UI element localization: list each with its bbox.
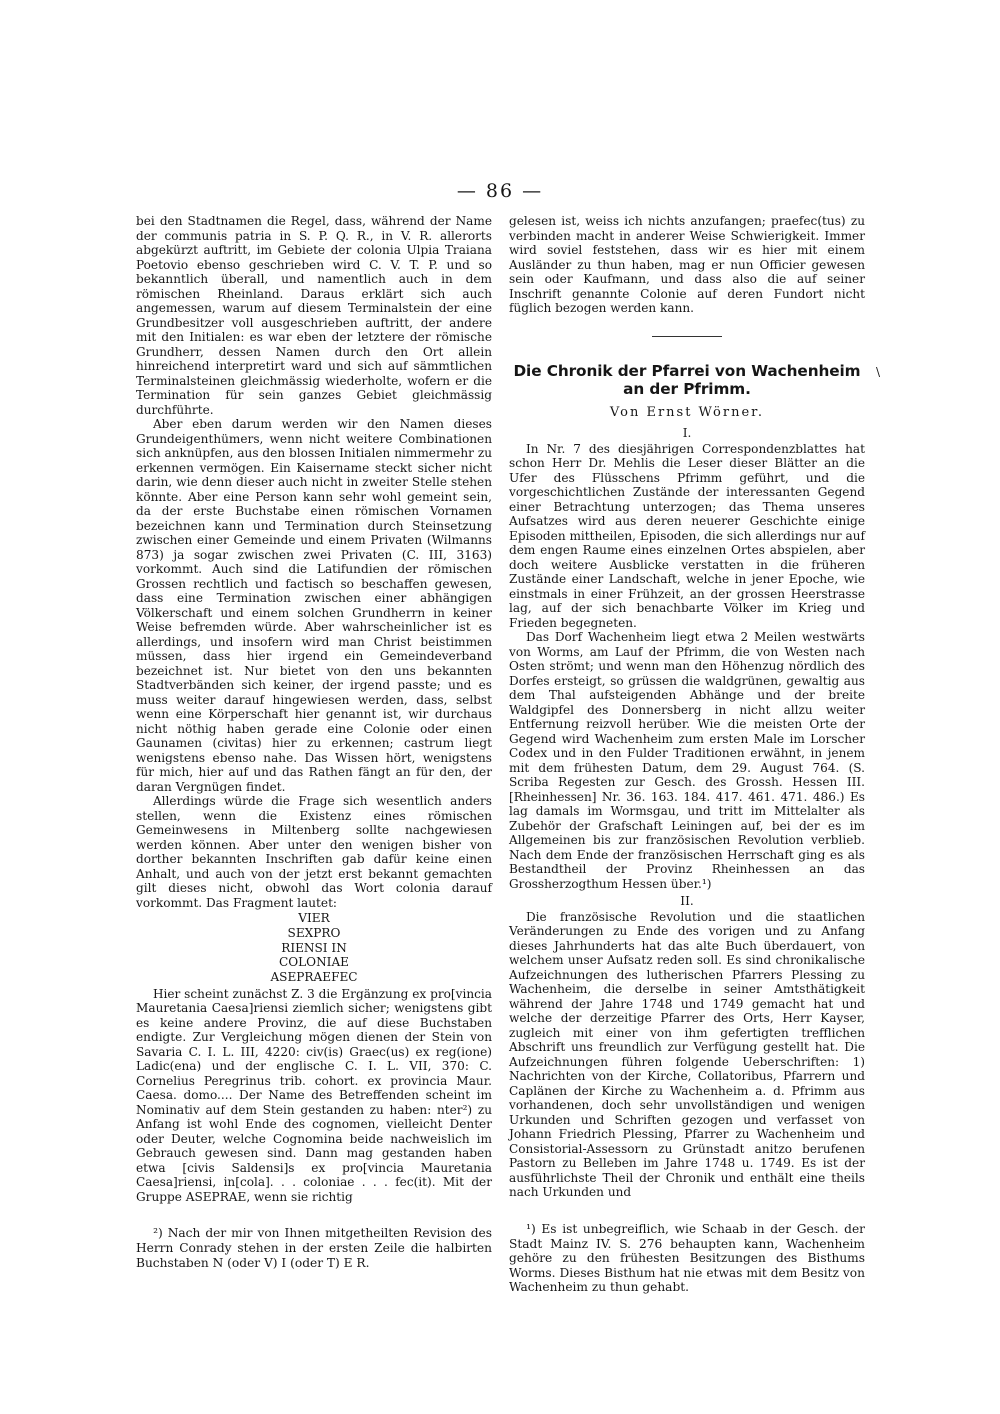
inscription-line: VIER [298, 911, 330, 925]
paragraph: Hier scheint zunächst Z. 3 die Ergänzung ex pro[vincia Mauretania Caesa]riensi ziemlich sicher; wenigstens gibt es keine andere Provinz, die auf diese Buchstaben endigte. Zur Vergleichung mögen dienen der Stein von Savaria C. I. L. III, 4220: civ(is) Graec(us) ex reg(ione) Ladic(ena) und der englische C. I. L. VII, 370: C. Cornelius Peregrinus trib. cohort. ex provincia Maur. Caesa. domo.... Der Name des Betreffenden scheint im Nominativ auf dem Stein gestanden zu haben: nter²) zu Anfang ist wohl Ende des cognomen, vielleicht Denter oder Deuter, welche Cognomina beide nachweislich im Gebrauch gewesen sind. Dann mag gestanden haben etwa [civis Saldensi]s ex pro[vincia Mauretania Caesa]riensi, in[cola]. . . coloniae . . . fec(it). Mit der Gruppe ASEPRAE, wenn sie richtig [136, 986, 492, 1204]
footnote [509, 1222, 865, 1295]
paragraph: In Nr. 7 des diesjährigen Correspondenzblattes hat schon Herr Dr. Mehlis die Leser dieser Blätter an die Ufer des Flüsschens Pfrimm geführt, und die vorgeschichtlichen Zustände der interessanten Gegend einer Betrachtung unterzogen; das Thema unseres Aufsatzes wird aus deren neuerer Geschichte einige Episoden mittheilen, Episoden, die sich allerdings nur auf dem engen Raume eines einzelnen Ortes abspielen, aber doch weitere Ausblicke verstatten in die früheren Zustände einer Landschaft, welche in jener Epoche, wie einstmals in einer Frühzeit, an der grossen Heerstrasse lag, auf der sich benachbarte Völker im Krieg und Frieden begegneten. [509, 441, 865, 630]
paragraph: Allerdings würde die Frage sich wesentlich anders stellen, wenn die Existenz eines römischen Gemeinwesens in Miltenberg sollte nachgewiesen werden können. Aber unter den wenigen bisher von dorther bekannten Inschriften gab dafür keine einen Anhalt, und auch von der jetzt erst bekannt gemachten gilt dieses nicht, obwohl das Wort colonia darauf vorkommt. Das Fragment lautet: [136, 794, 492, 910]
paragraph: Das Dorf Wachenheim liegt etwa 2 Meilen westwärts von Worms, am Lauf der Pfrimm, die von Westen nach Osten strömt; und wenn man den Höhenzug nördlich des Dorfes ersteigt, so grüssen die waldgrünen, gewaltig aus dem Thal aufsteigenden Abhänge und der breite Waldgipfel des Donnersberg in nicht allzu weiter Entfernung reizvoll herüber. Wie die meisten Orte der Gegend wird Wachenheim zum ersten Male im Lorscher Codex und in den Fulder Traditionen erwähnt, in jenem mit dem frühesten Datum, dem 29. August 764. (S. Scriba Regesten zur Gesch. des Grossh. Hessen III. [Rheinhessen] Nr. 36. 163. 184. 417. 461. 471. 486.) Es lag damals im Wormsgau, und tritt im Mittelalter als Zubehör der Grafschaft Leiningen auf, bei der es im Allgemeinen bis zur französischen Revolution verblieb. Nach dem Ende der französischen Herrschaft ging es als Bestandtheil der Provinz Rheinhessen an das Grossherzogthum Hessen über.¹) [509, 630, 865, 891]
section-number: II. [680, 894, 694, 909]
paragraph: Die französische Revolution und die staatlichen Veränderungen zu Ende des vorigen und zu Anfang dieses Jahrhunderts hat das alte Buch überdauert, von welchem unser Aufsatz reden soll. Es sind chronikalische Aufzeichnungen des lutherischen Pfarrers Plessing zu Wachenheim, die derselbe in seiner Amtsthätigkeit während der Jahre 1748 und 1749 gemacht hat und welche der derzeitige Pfarrer des Orts, Herr Kayser, zugleich mit einer von ihm gefertigten trefflichen Abschrift uns freundlich zur Verfügung gestellt hat. Die Aufzeichnungen führen folgende Ueberschriften: 1) Nachrichten von der Kirche, Collatoribus, Pfarrern und Caplänen der Kirche zu Wachenheim a. d. Pfrimm aus vorhandenen, doch sehr unvollständigen und wenigen Urkunden und Schriften gezogen und verfasset von Johann Friedrich Plessing, Pfarrer zu Wachenheim und Consistorial-Assessorn zu Grünstadt anitzo berufenen Pastorn zu Belleben im Jahre 1748 u. 1749. Es ist der ausführlichste Theil der Chronik und enthält eine theils nach Urkunden und [509, 909, 865, 1200]
inscription-line: SEXPRO [287, 925, 341, 940]
inscription-line: ASEPRAEFEC [270, 970, 358, 984]
inscription-fragment [136, 911, 492, 985]
page-number: — 86 — [456, 180, 544, 202]
right-column [509, 214, 865, 1295]
article-title: Die Chronik der Pfarrei von Wachenheim an der Pfrimm. [513, 361, 861, 399]
margin-mark: \ [876, 365, 881, 379]
paragraph: bei den Stadtnamen die Regel, dass, während der Name der communis patria in S. P. Q. R., in V. R. allerorts abgekürzt auftritt, im Gebiete der colonia Ulpia Traiana Poetovio ebenso geschrieben wird C. V. T. P. und so bekanntlich überall, und namentlich auch in dem römischen Rheinland. Daraus erklärt sich auch angemessen, warum auf diesem Terminalstein der eine Grundbesitzer voll ausgeschrieben auftritt, der andere mit den Initialen: es war eben der letztere der römische Grundherr, dessen Namen durch den Ort allein hinreichend interpretirt ward und sich auf sämmtlichen Terminalsteinen gleichmässig wiederholte, wofern er die Termination für sein ganzes Gebiet gleichmässig durchführte. [136, 214, 492, 417]
section-number: I. [682, 426, 692, 441]
left-column [136, 214, 492, 1270]
paragraph: Aber eben darum werden wir den Namen dieses Grundeigenthümers, wenn nicht weitere Combinationen sich anknüpfen, aus den blossen Initialen nimmermehr zu erkennen vermögen. Ein Kaisername steckt sicher nicht darin, wie denn dieser auch nicht in zweiter Stelle stehen könnte. Aber eine Person kann sehr wohl gemeint sein, da der erste Buchstabe einen römischen Vornamen bezeichnen kann und Termination durch Steinsetzung zwischen einer Gemeinde und einem Privaten (Wilmanns 873) ja sogar zwischen zwei Privaten (C. III, 3163) vorkommt. Auch sind die Latifundien der römischen Grossen rechtlich und factisch so beschaffen gewesen, dass eine Termination zwischen einer abhängigen Völkerschaft und einem solchen Grundherrn in keiner Weise befremden würde. Aber wahrscheinlicher ist es allerdings, und insofern wird man Christ beistimmen müssen, dass hier irgend ein Gemeindeverband bezeichnet ist. Nur bietet von den uns bekannten Stadtverbänden sich keiner, der irgend passte; und es muss weiter darauf hingewiesen werden, dass, selbst wenn eine Körperschaft hier genannt ist, wir durchaus nicht nöthig haben gerade eine Colonie oder einen Gaunamen (civitas) hier zu erkennen; castrum liegt wenigstens ebenso nahe. Das Wissen hört, wenigstens für mich, hier auf und das Rathen fängt an für den, der daran Vergnügen findet. [136, 417, 492, 794]
footnote-text: ¹) Es ist unbegreiflich, wie Schaab in der Gesch. der Stadt Mainz IV. S. 276 behaupten kann, Wachenheim gehöre zu den frühesten Besitzungen des Bisthums Worms. Dieses Bisthum hat nie etwas mit dem Besitz von Wachenheim zu thun gehabt. [509, 1221, 865, 1295]
inscription-line: RIENSI IN [281, 940, 347, 955]
article-byline: Von Ernst Wörner. [609, 404, 765, 420]
inscription-line: COLONIAE [278, 955, 350, 970]
paragraph: gelesen ist, weiss ich nichts anzufangen; praefec(tus) zu verbinden macht in anderer Weise Schwierigkeit. Immer wird soviel feststehen, dass wir es hier mit einem Ausländer zu thun haben, mag er nun Officier gewesen sein oder Kaufmann, und dass also die auf seiner Inschrift genannte Colonie auf deren Fundort nicht füglich bezogen werden kann. [509, 214, 865, 315]
footnote-text: ²) Nach der mir von Ihnen mitgetheilten Revision des Herrn Conrady stehen in der ersten Zeile die halbirten Buchstaben N (oder V) I (oder T) E R. [136, 1226, 492, 1270]
section-divider [652, 336, 722, 337]
footnote [136, 1226, 492, 1270]
